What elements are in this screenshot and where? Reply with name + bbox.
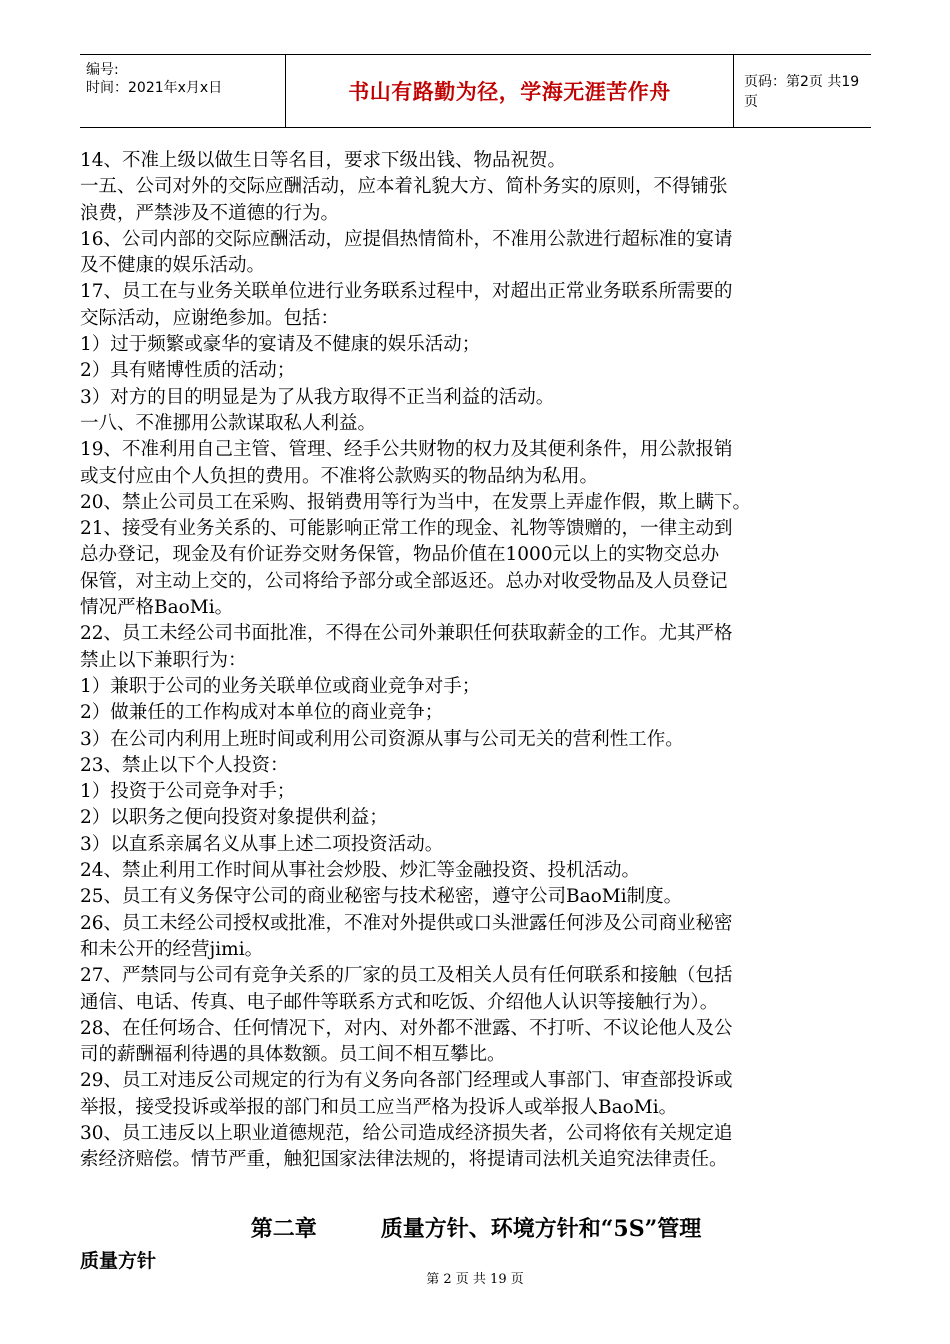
text-line: 2）做兼任的工作构成对本单位的商业竞争； — [80, 702, 444, 724]
text-line: 19、不准利用自己主管、管理、经手公共财物的权力及其便利条件，用公款报销 — [80, 439, 733, 461]
text-line: 20、禁止公司员工在采购、报销费用等行为当中，在发票上弄虚作假，欺上瞒下。 — [80, 491, 752, 513]
text-line: 举报，接受投诉或举报的部门和员工应当严格为投诉人或举报人BaoMi。 — [80, 1096, 678, 1118]
text-line: 28、在任何场合、任何情况下，对内、对外都不泄露、不打听、不议论他人及公 — [80, 1017, 733, 1039]
chapter-number: 第二章 — [250, 1216, 317, 1242]
text-line: 1）过于频繁或豪华的宴请及不健康的娱乐活动； — [80, 334, 481, 356]
page-header — [80, 54, 871, 128]
text-line: 和未公开的经营jimi。 — [80, 938, 264, 960]
text-line: 1）兼职于公司的业务关联单位或商业竞争对手； — [80, 675, 481, 697]
text-line: 总办登记，现金及有价证券交财务保管，物品价值在1000元以上的实物交总办 — [80, 544, 720, 566]
page-footer: 第 2 页 共 19 页 — [426, 1272, 524, 1287]
document-body — [80, 148, 872, 1174]
text-line: 23、禁止以下个人投资： — [80, 754, 289, 776]
chapter-heading — [80, 1212, 872, 1243]
text-line: 司的薪酬福利待遇的具体数额。员工间不相互攀比。 — [80, 1044, 506, 1066]
text-line: 30、员工违反以上职业道德规范，给公司造成经济损失者，公司将依有关规定追 — [80, 1122, 733, 1144]
text-line: 索经济赔偿。情节严重，触犯国家法律法规的，将提请司法机关追究法律责任。 — [80, 1149, 728, 1171]
text-line: 27、严禁同与公司有竞争关系的厂家的员工及相关人员有任何联系和接触（包括 — [80, 965, 733, 987]
text-line: 29、员工对违反公司规定的行为有义务向各部门经理或人事部门、审查部投诉或 — [80, 1070, 733, 1092]
text-line: 24、禁止利用工作时间从事社会炒股、炒汇等金融投资、投机活动。 — [80, 860, 641, 882]
chapter-title: 质量方针、环境方针和“5S”管理 — [380, 1216, 702, 1242]
text-line: 3）以直系亲属名义从事上述二项投资活动。 — [80, 833, 444, 855]
text-line: 交际活动，应谢绝参加。包括： — [80, 307, 340, 329]
text-line: 17、员工在与业务关联单位进行业务联系过程中，对超出正常业务联系所需要的 — [80, 281, 733, 303]
header-page-info: 页码：第2页 共19页 — [744, 74, 860, 110]
text-line: 25、员工有义务保守公司的商业秘密与技术秘密，遵守公司BaoMi制度。 — [80, 886, 683, 908]
text-line: 14、不准上级以做生日等名目，要求下级出钱、物品祝贺。 — [80, 150, 567, 171]
text-line: 或支付应由个人负担的费用。不准将公款购买的物品纳为私用。 — [80, 465, 599, 487]
text-line: 浪费，严禁涉及不道德的行为。 — [80, 202, 340, 224]
document-time: 时间：2021年x月x日 — [86, 80, 223, 96]
header-motto-cell — [285, 55, 734, 127]
document-number-label: 编号: — [86, 62, 119, 78]
text-line: 21、接受有业务关系的、可能影响正常工作的现金、礼物等馈赠的，一律主动到 — [80, 518, 733, 540]
text-line: 3）在公司内利用上班时间或利用公司资源从事与公司无关的营利性工作。 — [80, 728, 684, 750]
section-heading: 质量方针 — [80, 1250, 157, 1272]
text-line: 16、公司内部的交际应酬活动，应提倡热情简朴，不准用公款进行超标准的宴请 — [80, 228, 733, 250]
text-line: 及不健康的娱乐活动。 — [80, 255, 266, 277]
text-line: 2）以职务之便向投资对象提供利益； — [80, 807, 388, 829]
text-line: 3）对方的目的明显是为了从我方取得不正当利益的活动。 — [80, 386, 555, 408]
text-line: 26、员工未经公司授权或批准，不准对外提供或口头泄露任何涉及公司商业秘密 — [80, 912, 733, 934]
text-line: 一八、不准挪用公款谋取私人利益。 — [80, 412, 377, 434]
header-motto: 书山有路勤为径，学海无涯苦作舟 — [348, 79, 671, 104]
text-line: 情况严格BaoMi。 — [80, 597, 234, 619]
header-meta — [80, 55, 285, 127]
text-line: 保管，对主动上交的，公司将给予部分或全部返还。总办对收受物品及人员登记 — [80, 570, 728, 592]
text-line: 禁止以下兼职行为： — [80, 649, 247, 671]
text-line: 1）投资于公司竞争对手； — [80, 781, 296, 803]
text-line: 2）具有赌博性质的活动； — [80, 360, 296, 382]
text-line: 一五、公司对外的交际应酬活动，应本着礼貌大方、简朴务实的原则，不得铺张 — [80, 176, 728, 198]
text-line: 22、员工未经公司书面批准，不得在公司外兼职任何获取薪金的工作。尤其严格 — [80, 623, 733, 645]
text-line: 通信、电话、传真、电子邮件等联系方式和吃饭、介绍他人认识等接触行为）。 — [80, 991, 719, 1013]
